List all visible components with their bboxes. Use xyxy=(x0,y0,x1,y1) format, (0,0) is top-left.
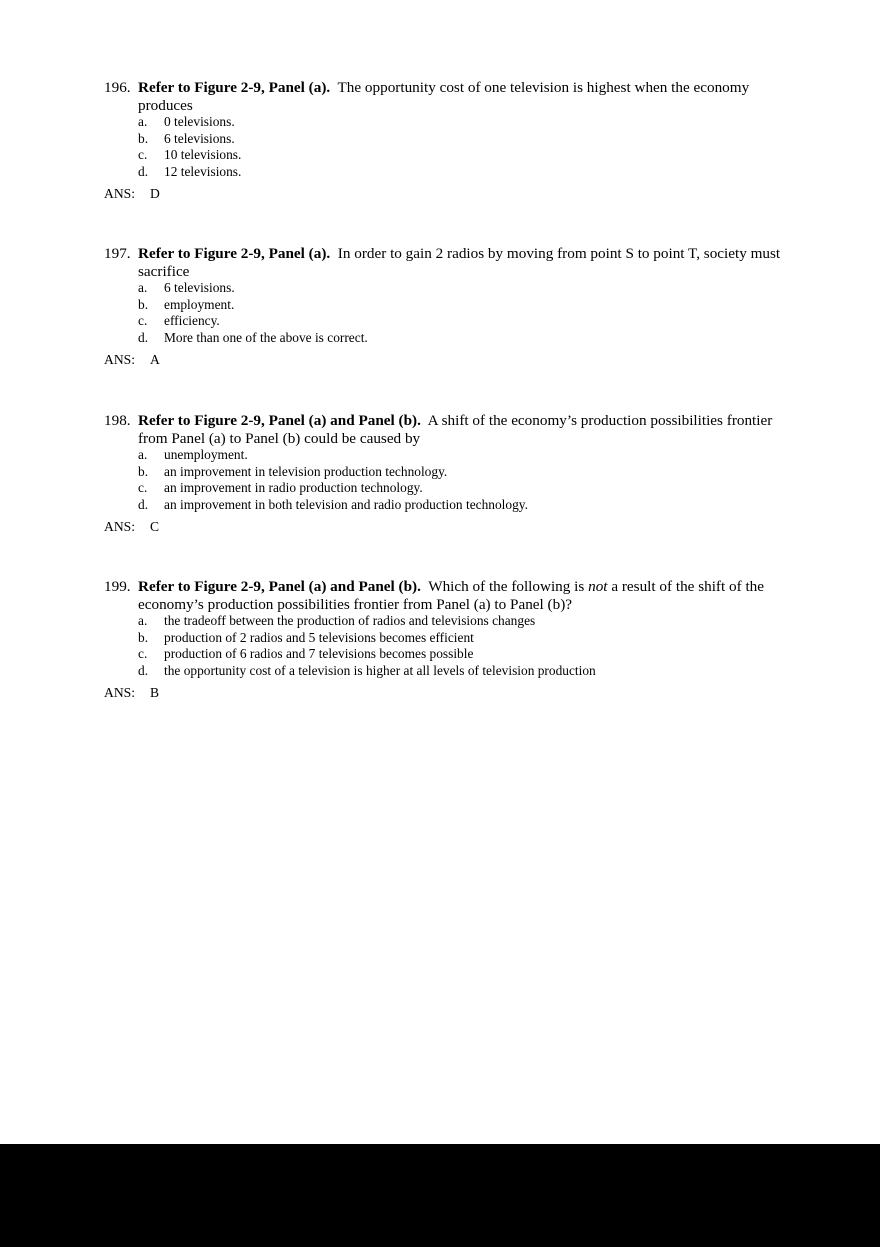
option-text: 0 televisions. xyxy=(164,114,235,129)
option-a xyxy=(138,280,784,297)
figure-reference: Refer to Figure 2-9, Panel (a) and Panel (b). xyxy=(138,578,421,595)
option-a xyxy=(138,114,784,131)
question-199 xyxy=(104,578,784,701)
option-letter: b. xyxy=(138,629,149,645)
question-text-part: Which of the following is xyxy=(428,578,589,595)
answer-value: B xyxy=(150,685,160,700)
option-text: 6 televisions. xyxy=(164,280,235,295)
option-text: employment. xyxy=(164,296,235,312)
option-d xyxy=(138,164,784,181)
question-text-part: a result of the shift of the economy’s production possibilities frontier from Panel (a) to Panel (b)? xyxy=(138,578,765,613)
question-stem xyxy=(104,79,784,114)
option-c xyxy=(138,313,784,330)
option-d xyxy=(138,330,784,347)
option-c xyxy=(138,646,784,663)
answer-value: C xyxy=(150,519,160,534)
figure-reference: Refer to Figure 2-9, Panel (a). xyxy=(138,245,331,262)
question-197 xyxy=(104,245,784,368)
option-a xyxy=(138,613,784,630)
option-b xyxy=(138,630,784,647)
answer-label: ANS: xyxy=(104,186,135,201)
figure-reference: Refer to Figure 2-9, Panel (a). xyxy=(138,79,331,96)
answer-options xyxy=(138,114,784,180)
option-d xyxy=(138,497,784,514)
answer-value: A xyxy=(150,352,160,367)
answer-label: ANS: xyxy=(104,352,135,367)
option-text: an improvement in both television and radio production technology. xyxy=(164,496,528,512)
option-text: efficiency. xyxy=(164,313,220,328)
option-letter: d. xyxy=(138,496,149,512)
option-d xyxy=(138,663,784,680)
question-stem xyxy=(104,245,784,280)
option-letter: c. xyxy=(138,147,148,162)
question-number: 197. xyxy=(104,245,131,262)
option-letter: b. xyxy=(138,130,149,146)
question-text: The opportunity cost of one television is highest when the economy produces xyxy=(138,79,750,114)
option-b xyxy=(138,297,784,314)
option-text: the tradeoff between the production of radios and televisions changes xyxy=(164,613,536,628)
answer-value: D xyxy=(150,186,160,201)
option-c xyxy=(138,147,784,164)
option-text: the opportunity cost of a television is higher at all levels of television production xyxy=(164,662,596,678)
option-text: 12 televisions. xyxy=(164,163,242,179)
answer-label: ANS: xyxy=(104,685,135,700)
answer-options xyxy=(138,280,784,346)
answer-line xyxy=(104,186,784,202)
figure-reference: Refer to Figure 2-9, Panel (a) and Panel (b). xyxy=(138,412,421,429)
option-letter: d. xyxy=(138,329,149,345)
option-letter: c. xyxy=(138,480,148,495)
question-number: 196. xyxy=(104,79,131,96)
option-b xyxy=(138,464,784,481)
answer-line xyxy=(104,685,784,701)
option-letter: b. xyxy=(138,463,149,479)
option-letter: b. xyxy=(138,296,149,312)
option-letter: a. xyxy=(138,447,148,462)
question-stem xyxy=(104,578,784,613)
option-letter: c. xyxy=(138,646,148,661)
option-letter: a. xyxy=(138,114,148,129)
bottom-black-band xyxy=(0,1144,880,1247)
answer-options xyxy=(138,447,784,513)
option-letter: c. xyxy=(138,313,148,328)
answer-line xyxy=(104,352,784,368)
option-letter: d. xyxy=(138,163,149,179)
option-letter: a. xyxy=(138,280,148,295)
question-text: In order to gain 2 radios by moving from point S to point T, society must sacrifice xyxy=(138,245,781,280)
answer-line xyxy=(104,519,784,535)
option-text: 10 televisions. xyxy=(164,147,242,162)
question-196 xyxy=(104,79,784,202)
answer-options xyxy=(138,613,784,679)
option-letter: a. xyxy=(138,613,148,628)
option-a xyxy=(138,447,784,464)
option-letter: d. xyxy=(138,662,149,678)
question-text-emphasis: not xyxy=(588,578,608,595)
option-text: 6 televisions. xyxy=(164,130,235,146)
option-text: production of 6 radios and 7 televisions becomes possible xyxy=(164,646,474,661)
option-text: More than one of the above is correct. xyxy=(164,329,368,345)
option-text: an improvement in radio production technology. xyxy=(164,480,423,495)
option-text: production of 2 radios and 5 televisions becomes efficient xyxy=(164,629,474,645)
option-text: unemployment. xyxy=(164,447,248,462)
option-text: an improvement in television production technology. xyxy=(164,463,448,479)
question-198 xyxy=(104,412,784,535)
answer-label: ANS: xyxy=(104,519,135,534)
option-c xyxy=(138,480,784,497)
option-b xyxy=(138,131,784,148)
question-stem xyxy=(104,412,784,447)
question-text: A shift of the economy’s production possibilities frontier from Panel (a) to Panel (b) could be caused by xyxy=(138,412,773,447)
question-number: 199. xyxy=(104,578,131,595)
question-number: 198. xyxy=(104,412,131,429)
